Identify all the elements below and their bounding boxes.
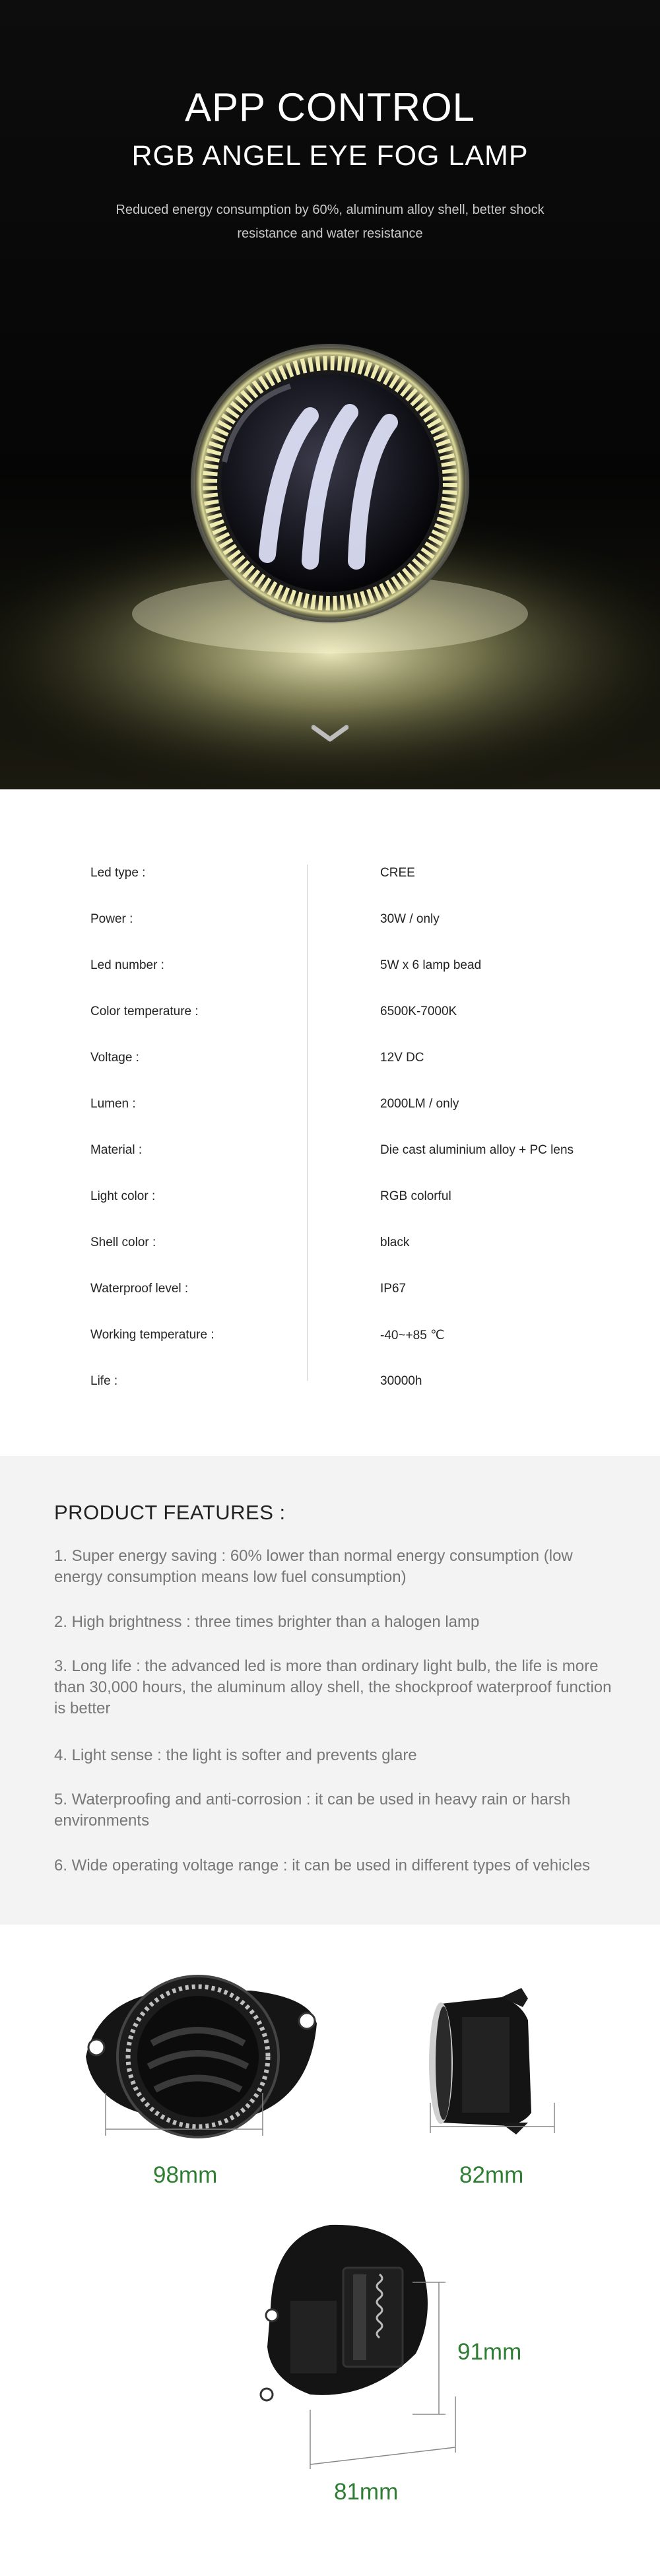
- spec-value: 30W / only: [380, 912, 440, 926]
- spec-label: Material :: [90, 1143, 143, 1157]
- height-dimension: 91mm: [457, 2339, 522, 2365]
- spec-value: 5W x 6 lamp bead: [380, 958, 482, 972]
- spec-label: Life :: [90, 1374, 118, 1388]
- spec-value: CREE: [380, 866, 415, 880]
- spec-row: [0, 1328, 660, 1348]
- spec-row: [0, 1005, 660, 1024]
- hero-banner: [0, 0, 660, 789]
- spec-value: 12V DC: [380, 1051, 424, 1065]
- hero-description: Reduced energy consumption by 60%, aluminum alloy shell, better shock resistance and water resistance: [116, 203, 544, 241]
- spec-row: [0, 1143, 660, 1163]
- spec-value: -40~+85 ℃: [380, 1329, 445, 1342]
- hero-subtitle: RGB ANGEL EYE FOG LAMP: [131, 140, 529, 172]
- spec-row: [0, 1236, 660, 1255]
- spec-value: 2000LM / only: [380, 1097, 459, 1111]
- specifications-table: [0, 789, 660, 1456]
- spec-label: Led type :: [90, 866, 146, 880]
- spec-row: [0, 1374, 660, 1394]
- side-depth-dimension: 82mm: [459, 2162, 524, 2188]
- front-view-lamp: [86, 1976, 317, 2137]
- spec-row: [0, 958, 660, 978]
- dimensions-section: [0, 1925, 660, 2576]
- spec-value: RGB colorful: [380, 1189, 451, 1203]
- feature-item: 2. High brightness : three times brighter than a halogen lamp: [54, 1613, 480, 1631]
- features-title: PRODUCT FEATURES :: [54, 1501, 286, 1524]
- side-view-lamp: [429, 1988, 531, 2134]
- spec-label: Voltage :: [90, 1051, 139, 1065]
- spec-label: Led number :: [90, 958, 164, 972]
- back-width-dimension: 81mm: [334, 2479, 399, 2505]
- spec-label: Light color :: [90, 1189, 156, 1203]
- spec-row: [0, 912, 660, 932]
- spec-row: [0, 1051, 660, 1071]
- feature-item: 5. Waterproofing and anti-corrosion : it can be used in heavy rain or harsh environments: [54, 1791, 571, 1830]
- spec-label: Shell color :: [90, 1236, 156, 1249]
- spec-row: [0, 1097, 660, 1117]
- spec-value: Die cast aluminium alloy + PC lens: [380, 1143, 574, 1157]
- feature-item: 4. Light sense : the light is softer and prevents glare: [54, 1746, 417, 1764]
- feature-item: 6. Wide operating voltage range : it can be used in different types of vehicles: [54, 1857, 591, 1874]
- dimension-drawings: [0, 1925, 660, 2576]
- spec-label: Color temperature :: [90, 1005, 199, 1018]
- spec-divider: [307, 865, 308, 1381]
- spec-row: [0, 1189, 660, 1209]
- spec-value: IP67: [380, 1282, 407, 1296]
- spec-row: [0, 1282, 660, 1302]
- spec-value: 6500K-7000K: [380, 1005, 457, 1018]
- spec-label: Working temperature :: [90, 1328, 214, 1342]
- feature-item: 1. Super energy saving : 60% lower than normal energy consumption (low energy consumption means low fuel consumption): [54, 1547, 573, 1586]
- feature-item: 3. Long life : the advanced led is more than ordinary light bulb, the life is more than 30,000 hours, the aluminum alloy shell, the shockproof waterproof function is better: [54, 1657, 612, 1717]
- spec-value: black: [380, 1236, 410, 1249]
- spec-label: Waterproof level :: [90, 1282, 189, 1296]
- chevron-down-icon[interactable]: [312, 725, 348, 743]
- hero-title: APP CONTROL: [185, 85, 475, 129]
- front-width-dimension: 98mm: [153, 2162, 218, 2188]
- spec-label: Power :: [90, 912, 133, 926]
- back-view-lamp: [261, 2225, 428, 2400]
- spec-value: 30000h: [380, 1374, 422, 1388]
- spec-row: [0, 866, 660, 886]
- product-features: [0, 1456, 660, 1925]
- spec-label: Lumen :: [90, 1097, 136, 1111]
